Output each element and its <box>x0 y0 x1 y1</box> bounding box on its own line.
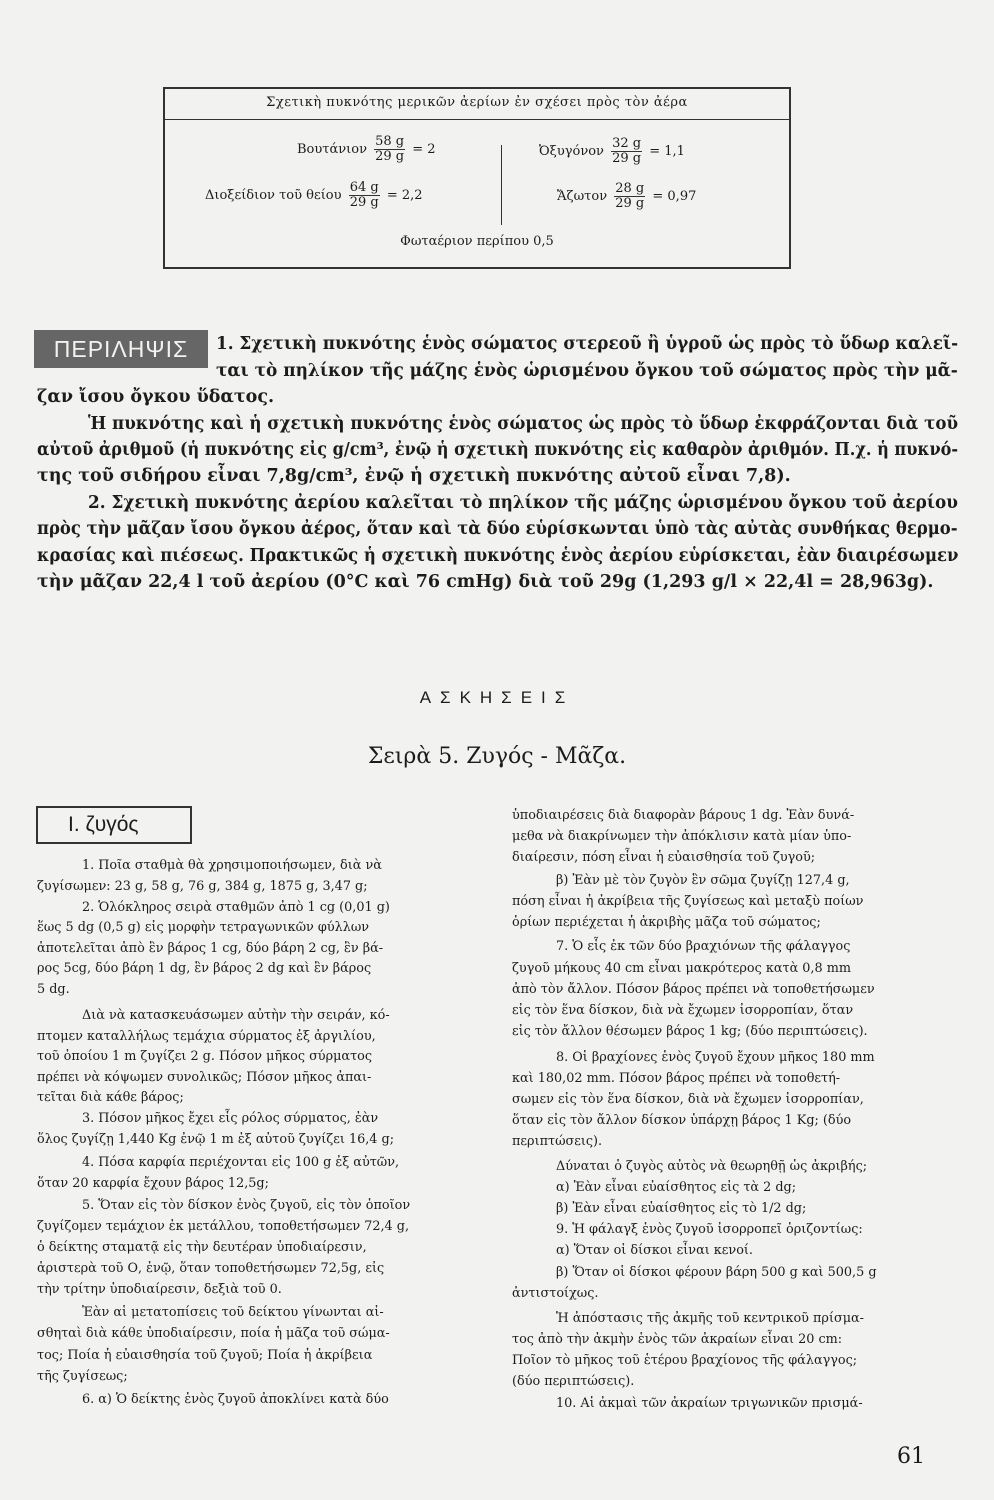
right-line: 8. Οἱ βραχίονες ἑνὸς ζυγοῦ ἔχουν μῆκος 180 mm <box>556 1050 875 1065</box>
caption-divider <box>165 119 789 120</box>
table-row-oxygen <box>539 137 685 166</box>
column-divider <box>501 145 502 225</box>
right-line: α) Ἐὰν εἶναι εὐαίσθητος εἰς τὰ 2 dg; <box>556 1180 797 1195</box>
section-heading: I. ζυγός <box>36 806 192 844</box>
right-line: ὁρίων περιέχεται ἡ ἀκριβὴς μᾶζα τοῦ σώματος; <box>512 915 821 930</box>
left-line: ζυγίζομεν τεμάχιον ἐκ μετάλλου, τοποθετήσωμεν 72,4 g, <box>37 1219 410 1234</box>
summary-line: αὐτοῦ ἀριθμοῦ (ἡ πυκνότης εἰς g/cm³, ἐνῷ ἡ σχετικὴ πυκνότης εἰς καθαρὸν ἀριθμόν. Π.χ. ἡ πυκνό- <box>37 440 959 460</box>
left-line: πτομεν καταλλήλως τεμάχια σύρματος ἐξ ἀργιλίου, <box>37 1029 376 1044</box>
numerator: 32 g <box>612 136 642 151</box>
left-line: Διὰ νὰ κατασκευάσωμεν αὐτὴν τὴν σειράν, κό- <box>82 1008 390 1023</box>
numerator: 28 g <box>615 181 645 196</box>
left-line: ὅλος ζυγίζῃ 1,440 Kg ἐνῷ 1 m ἐξ αὐτοῦ ζυγίζει 16,4 g; <box>37 1132 395 1147</box>
right-line: διαίρεσιν, πόση εἶναι ἡ εὐαισθησία τοῦ ζυγοῦ; <box>512 850 816 865</box>
summary-line: πρὸς τὴν μᾶζαν ἴσου ὄγκου ἀέρος, ὅταν καὶ τὰ δύο εὑρίσκωνται ὑπὸ τὰς αὐτὰς συνθήκας θερμο- <box>37 519 958 539</box>
denominator: 29 g <box>349 195 379 210</box>
right-line: ὑποδιαιρέσεις διὰ διαφορὰν βάρους 1 dg. Ἐὰν δυνά- <box>512 808 855 823</box>
denominator: 29 g <box>615 196 645 211</box>
left-line: ἀριστερὰ τοῦ Ο, ἐνῷ, ὅταν τοποθετήσωμεν 72,5g, εἰς <box>37 1261 385 1276</box>
summary-line: 2. Σχετικὴ πυκνότης ἀερίου καλεῖται τὸ πηλίκον τῆς μάζης ὡρισμένου ὄγκου τοῦ ἀερίου <box>88 493 958 513</box>
right-line: καὶ 180,02 mm. Πόσον βάρος πρέπει νὰ τοποθετή- <box>512 1071 841 1086</box>
left-line: 6. α) Ὁ δείκτης ἑνὸς ζυγοῦ ἀποκλίνει κατὰ δύο <box>82 1392 389 1407</box>
right-line: 10. Αἱ ἀκμαὶ τῶν ἀκραίων τριγωνικῶν πρισμά- <box>556 1396 863 1411</box>
denominator: 29 g <box>612 151 642 166</box>
right-line: ζυγοῦ μήκους 40 cm εἶναι μακρότερος κατὰ 0,8 mm <box>512 961 851 976</box>
table-row-butane <box>297 135 436 164</box>
right-line: πόση εἶναι ἡ ἀκρίβεια τῆς ζυγίσεως καὶ μεταξὺ ποίων <box>512 894 864 909</box>
right-line: β) Ἐὰν μὲ τὸν ζυγὸν ἓν σῶμα ζυγίζῃ 127,4 g, <box>556 873 850 888</box>
summary-badge: ΠΕΡΙΛΗΨΙΣ <box>34 330 208 368</box>
left-line: Ἐὰν αἱ μετατοπίσεις τοῦ δείκτου γίνωνται αἰ- <box>82 1305 384 1320</box>
left-line: ὁ δείκτης σταματᾷ εἰς τὴν δευτέραν ὑποδιαίρεσιν, <box>37 1240 367 1255</box>
numerator: 64 g <box>349 180 379 195</box>
right-line: μεθα νὰ διακρίνωμεν τὴν ἀπόκλισιν κατὰ μίαν ὑπο- <box>512 829 852 844</box>
ratio-value: = 2 <box>412 142 436 157</box>
ratio-value: = 0,97 <box>652 189 697 204</box>
left-line: τεῖται διὰ κάθε βάρος; <box>37 1090 184 1105</box>
left-line: σθηταὶ διὰ κάθε ὑποδιαίρεσιν, ποία ἡ μᾶζα τοῦ σώμα- <box>37 1326 390 1341</box>
exercises-heading: ΑΣΚΗΣΕΙΣ <box>419 688 575 707</box>
summary-line: ται τὸ πηλίκον τῆς μάζης ἑνὸς ὡρισμένου ὄγκου τοῦ σώματος πρὸς τὴν μᾶ- <box>216 361 958 381</box>
left-line: τος; Ποία ἡ εὐαισθησία τοῦ ζυγοῦ; Ποία ἡ ἀκρίβεια <box>37 1348 373 1363</box>
right-line: β) Ἐὰν εἶναι εὐαίσθητος εἰς τὸ 1/2 dg; <box>556 1201 807 1216</box>
right-line: (δύο περιπτώσεις). <box>512 1374 635 1389</box>
summary-line: ζαν ἴσου ὄγκου ὕδατος. <box>37 387 275 407</box>
right-line: 7. Ὁ εἷς ἐκ τῶν δύο βραχιόνων τῆς φάλαγγος <box>556 939 851 954</box>
summary-line: Ἡ πυκνότης καὶ ἡ σχετικὴ πυκνότης ἑνὸς σώματος ὡς πρὸς τὸ ὕδωρ ἐκφράζονται διὰ τοῦ <box>88 414 959 434</box>
left-line: 4. Πόσα καρφία περιέχονται εἰς 100 g ἐξ αὐτῶν, <box>82 1155 400 1170</box>
table-row-so2 <box>205 181 423 210</box>
density-table <box>163 87 791 269</box>
left-line: ρος 5cg, δύο βάρη 1 dg, ἓν βάρος 2 dg καὶ ἓν βάρος <box>37 961 372 976</box>
ratio-value: = 1,1 <box>649 144 685 159</box>
left-line: πρέπει νὰ κόψωμεν συνολικῶς; Πόσον μῆκος ἀπαι- <box>37 1070 372 1085</box>
table-footer: Φωταέριον περίπου 0,5 <box>400 234 554 249</box>
right-line: ἀντιστοίχως. <box>512 1286 599 1301</box>
right-line: β) Ὅταν οἱ δίσκοι φέρουν βάρη 500 g καὶ 500,5 g <box>556 1265 877 1280</box>
right-line: σωμεν εἰς τὸν ἕνα δίσκον, διὰ νὰ ἔχωμεν ἰσορροπίαν, <box>512 1092 864 1107</box>
fraction <box>614 182 645 211</box>
left-line: ζυγίσωμεν: 23 g, 58 g, 76 g, 384 g, 1875 g, 3,47 g; <box>37 879 368 894</box>
table-caption: Σχετικὴ πυκνότης μερικῶν ἀερίων ἐν σχέσει πρὸς τὸν ἀέρα <box>266 95 688 110</box>
numerator: 58 g <box>375 134 405 149</box>
left-line: τῆς ζυγίσεως; <box>37 1369 128 1384</box>
summary-line: 1. Σχετικὴ πυκνότης ἑνὸς σώματος στερεοῦ ἢ ὑγροῦ ὡς πρὸς τὸ ὕδωρ καλεῖ- <box>216 334 959 354</box>
fraction <box>611 137 642 166</box>
left-line: ὅταν 20 καρφία ἔχουν βάρος 12,5g; <box>37 1176 269 1191</box>
right-line: περιπτώσεις). <box>512 1134 603 1149</box>
left-line: 2. Ὁλόκληρος σειρὰ σταθμῶν ἀπὸ 1 cg (0,01 g) <box>82 900 390 915</box>
fraction <box>349 181 380 210</box>
gas-name: Ἄζωτον <box>557 189 608 204</box>
gas-name: Βουτάνιον <box>297 142 367 157</box>
denominator: 29 g <box>375 149 405 164</box>
summary-line: κρασίας καὶ πιέσεως. Πρακτικῶς ἡ σχετικὴ πυκνότης ἑνὸς ἀερίου εὑρίσκεται, ἐὰν διαιρέσωμεν <box>37 546 959 566</box>
right-line: ἀπὸ τὸν ἄλλον. Πόσον βάρος πρέπει νὰ τοποθετήσωμεν <box>512 982 875 997</box>
left-line: τὴν τρίτην ὑποδιαίρεσιν, δεξιὰ τοῦ 0. <box>37 1282 282 1297</box>
right-line: Ποῖον τὸ μῆκος τοῦ ἑτέρου βραχίονος τῆς φάλαγγος; <box>512 1353 858 1368</box>
right-line: Ἡ ἀπόστασις τῆς ἀκμῆς τοῦ κεντρικοῦ πρίσμα- <box>556 1311 864 1326</box>
left-line: ἕως 5 dg (0,5 g) εἰς μορφὴν τετραγωνικῶν φύλλων <box>37 920 370 935</box>
series-title: Σειρὰ 5. Ζυγός - Μᾶζα. <box>367 744 627 769</box>
right-line: 9. Ἡ φάλαγξ ἑνὸς ζυγοῦ ἰσορροπεῖ ὁριζοντίως: <box>556 1222 863 1237</box>
right-line: ὅταν εἰς τὸν ἄλλον δίσκον ὑπάρχῃ βάρος 1 Kg; (δύο <box>512 1113 852 1128</box>
left-line: 3. Πόσον μῆκος ἔχει εἷς ρόλος σύρματος, ἐὰν <box>82 1111 379 1126</box>
gas-name: Ὀξυγόνον <box>539 144 604 159</box>
summary-line: της τοῦ σιδήρου εἶναι 7,8g/cm³, ἐνῷ ἡ σχετικὴ πυκνότης αὐτοῦ εἶναι 7,8). <box>37 466 791 486</box>
fraction <box>374 135 405 164</box>
table-row-nitrogen <box>557 182 696 211</box>
left-line: 5 dg. <box>37 982 70 997</box>
left-line: ἀποτελεῖται ἀπὸ ἓν βάρος 1 cg, δύο βάρη 2 cg, ἓν βά- <box>37 941 384 956</box>
right-line: α) Ὅταν οἱ δίσκοι εἶναι κενοί. <box>556 1243 753 1258</box>
left-line: 5. Ὅταν εἰς τὸν δίσκον ἑνὸς ζυγοῦ, εἰς τὸν ὁποῖον <box>82 1198 411 1213</box>
left-line: 1. Ποῖα σταθμὰ θὰ χρησιμοποιήσωμεν, διὰ νὰ <box>82 858 382 873</box>
right-line: τος ἀπὸ τὴν ἀκμὴν ἑνὸς τῶν ἀκραίων εἶναι 20 cm: <box>512 1332 843 1347</box>
page-number: 61 <box>897 1444 925 1469</box>
ratio-value: = 2,2 <box>386 188 423 203</box>
gas-name: Διοξείδιον τοῦ θείου <box>205 188 342 203</box>
summary-line: τὴν μᾶζαν 22,4 l τοῦ ἀερίου (0°C καὶ 76 cmHg) διὰ τοῦ 29g (1,293 g/l × 22,4l = 28,963g). <box>37 572 934 592</box>
right-line: Δύναται ὁ ζυγὸς αὐτὸς νὰ θεωρηθῇ ὡς ἀκριβής; <box>556 1159 868 1174</box>
right-line: εἰς τὸν ἄλλον θέσωμεν βάρος 1 kg; (δύο περιπτώσεις). <box>512 1024 868 1039</box>
right-line: εἰς τὸν ἕνα δίσκον, διὰ νὰ ἔχωμεν ἰσορροπίαν, ὅταν <box>512 1003 854 1018</box>
left-line: τοῦ ὁποίου 1 m ζυγίζει 2 g. Πόσον μῆκος σύρματος <box>37 1049 373 1064</box>
